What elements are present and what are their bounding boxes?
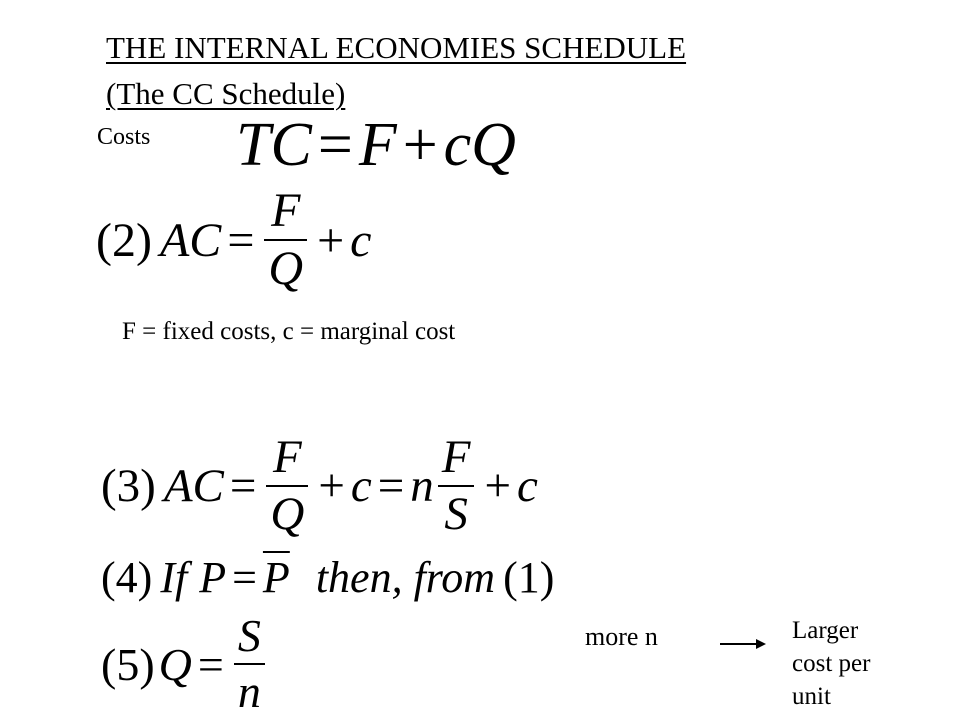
fraction-bar xyxy=(438,485,475,487)
equation-5-output xyxy=(101,612,269,717)
equation-number: (2) xyxy=(96,213,152,267)
equals-sign: = xyxy=(377,460,405,513)
fraction-bar xyxy=(264,239,307,241)
equation-reference: (1) xyxy=(503,553,555,602)
then-from-text: then, from xyxy=(315,553,496,602)
denominator: Q xyxy=(268,242,304,296)
fraction-bar xyxy=(234,663,265,665)
plus-sign: + xyxy=(402,111,438,179)
p-symbol: P xyxy=(199,553,227,602)
slide-title: THE INTERNAL ECONOMIES SCHEDULE xyxy=(106,30,687,65)
q-symbol: Q xyxy=(158,638,192,690)
n-symbol: n xyxy=(410,460,434,513)
equation-number: (3) xyxy=(101,460,156,513)
equation-number: (4) xyxy=(101,553,153,602)
numerator: F xyxy=(273,431,302,483)
c-symbol: c xyxy=(516,460,538,513)
equals-sign: = xyxy=(232,553,257,602)
plus-sign: + xyxy=(484,460,511,513)
p-bar-symbol: $\overline{P}$ xyxy=(262,553,290,602)
c-symbol: c xyxy=(350,213,372,267)
equals-sign: = xyxy=(227,213,255,267)
denominator: Q xyxy=(270,488,305,541)
fraction-f-over-q xyxy=(264,186,307,295)
fraction-bar xyxy=(266,485,308,487)
equation-total-cost xyxy=(236,110,516,180)
equation-3-average-cost-expanded xyxy=(101,433,538,540)
fraction-f-over-s xyxy=(438,433,475,540)
ac-symbol: AC xyxy=(163,460,224,513)
f-symbol: F xyxy=(358,111,397,179)
equals-sign: = xyxy=(229,460,257,513)
ac-symbol: AC xyxy=(159,213,222,267)
denominator: S xyxy=(444,488,468,541)
denominator: n xyxy=(237,666,261,718)
tc-symbol: TC xyxy=(236,111,312,179)
equals-sign: = xyxy=(197,638,224,690)
numerator: F xyxy=(271,184,301,237)
costs-label: Costs xyxy=(97,124,151,150)
cq-symbol: cQ xyxy=(443,111,516,179)
slide-subtitle: (The CC Schedule) xyxy=(106,76,346,111)
numerator: F xyxy=(441,431,471,483)
equation-2-average-cost xyxy=(96,186,371,295)
effect-text: Larger cost per unit xyxy=(792,617,871,710)
c-symbol: c xyxy=(350,460,372,513)
fraction-s-over-n xyxy=(234,612,265,717)
plus-sign: + xyxy=(317,213,345,267)
equation-4-price-condition xyxy=(101,552,554,603)
numerator: S xyxy=(237,610,261,661)
right-arrow-icon xyxy=(718,636,768,652)
cause-text: more n xyxy=(585,622,658,651)
if-word: If xyxy=(160,553,188,602)
fraction-f-over-q xyxy=(266,433,308,540)
variable-definitions: F = fixed costs, c = marginal cost xyxy=(122,318,456,345)
plus-sign: + xyxy=(318,460,345,513)
equation-number: (5) xyxy=(101,638,155,690)
equals-sign: = xyxy=(317,111,353,179)
